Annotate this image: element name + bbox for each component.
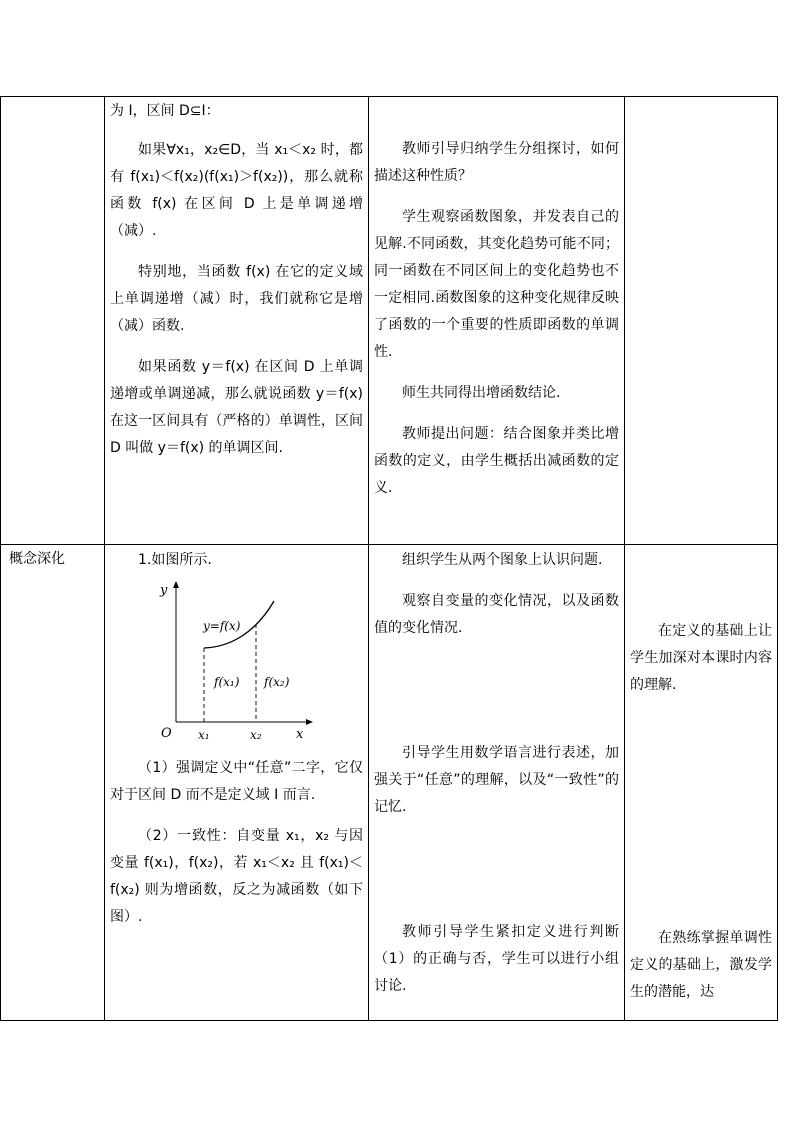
content-cell [105,545,369,1021]
table-row [1,97,778,545]
stage-cell-empty [1,97,105,545]
definition-special-case: 特别地，当函数 f(x) 在它的定义域上单调递增（减）时，我们就称它是增（减）函数. [110,264,363,334]
intent-cell-empty [625,97,778,545]
activity-cell [369,97,625,545]
origin-label: O [161,726,172,741]
activity-guide: 教师引导归纳学生分组探讨，如何描述这种性质？ [374,141,619,184]
note-consistency: （2）一致性：自变量 x₁，x₂ 与因变量 f(x₁)，f(x₂)，若 x₁＜x₂ 且 f(x₁)＜f(x₂) 则为增函数，反之为减函数（如下图）. [110,828,363,925]
activity-express: 引导学生用数学语言进行表述，加强关于“任意”的理解，以及“一致性”的记忆. [374,745,619,815]
activity-observe-values: 观察自变量的变化情况，以及函数值的变化情况. [374,593,619,636]
x2-label: x₂ [250,728,262,742]
intent-potential: 在熟练掌握单调性定义的基础上，激发学生的潜能，达 [630,930,772,1000]
fx2-label: f(x₂) [264,675,290,689]
activity-organize: 组织学生从两个图象上认识问题. [402,552,603,568]
content-cell [105,97,369,545]
definition-monotonic-interval: 如果函数 y＝f(x) 在区间 D 上单调递增或单调递减，那么就说函数 y＝f(x) 在这一区间具有（严格的）单调性，区间 D 叫做 y＝f(x) 的单调区间. [110,359,363,456]
activity-cell [369,545,625,1021]
curve-label: y=f(x) [203,619,241,633]
activity-conclusion: 师生共同得出增函数结论. [402,385,561,401]
x1-label: x₁ [198,728,210,742]
y-axis-label: y [160,583,168,598]
increasing-function-figure [146,580,346,745]
note-arbitrary: （1）强调定义中“任意”二字，它仅对于区间 D 而不是定义域 I 而言. [110,760,363,803]
intent-deepen: 在定义的基础上让学生加深对本课时内容的理解. [630,623,772,693]
figure-intro: 1.如图所示. [138,552,212,568]
domain-line: 为 I，区间 D⊆I： [110,103,220,119]
fx1-label: f(x₁) [214,675,240,689]
definition-increasing: 如果∀x₁，x₂∈D，当 x₁＜x₂ 时，都有 f(x₁)＜f(x₂)(f(x₁)＞f(x₂))，那么就称函数 f(x) 在区间 D 上是单调递增（减）. [110,142,363,239]
activity-question: 教师提出问题：结合图象并类比增函数的定义，由学生概括出减函数的定义. [374,426,619,496]
stage-cell [1,545,105,1021]
lesson-plan-table [0,96,778,1021]
table-row [1,545,778,1021]
activity-judge: 教师引导学生紧扣定义进行判断（1）的正确与否，学生可以进行小组讨论. [374,924,619,994]
x-axis-label: x [296,727,304,742]
stage-label: 概念深化 [9,551,65,567]
activity-observe: 学生观察函数图象，并发表自己的见解.不同函数，其变化趋势可能不同；同一函数在不同区间上的变化趋势也不一定相同.函数图象的这种变化规律反映了函数的一个重要的性质即函数的单调性. [374,209,619,360]
intent-cell [625,545,778,1021]
